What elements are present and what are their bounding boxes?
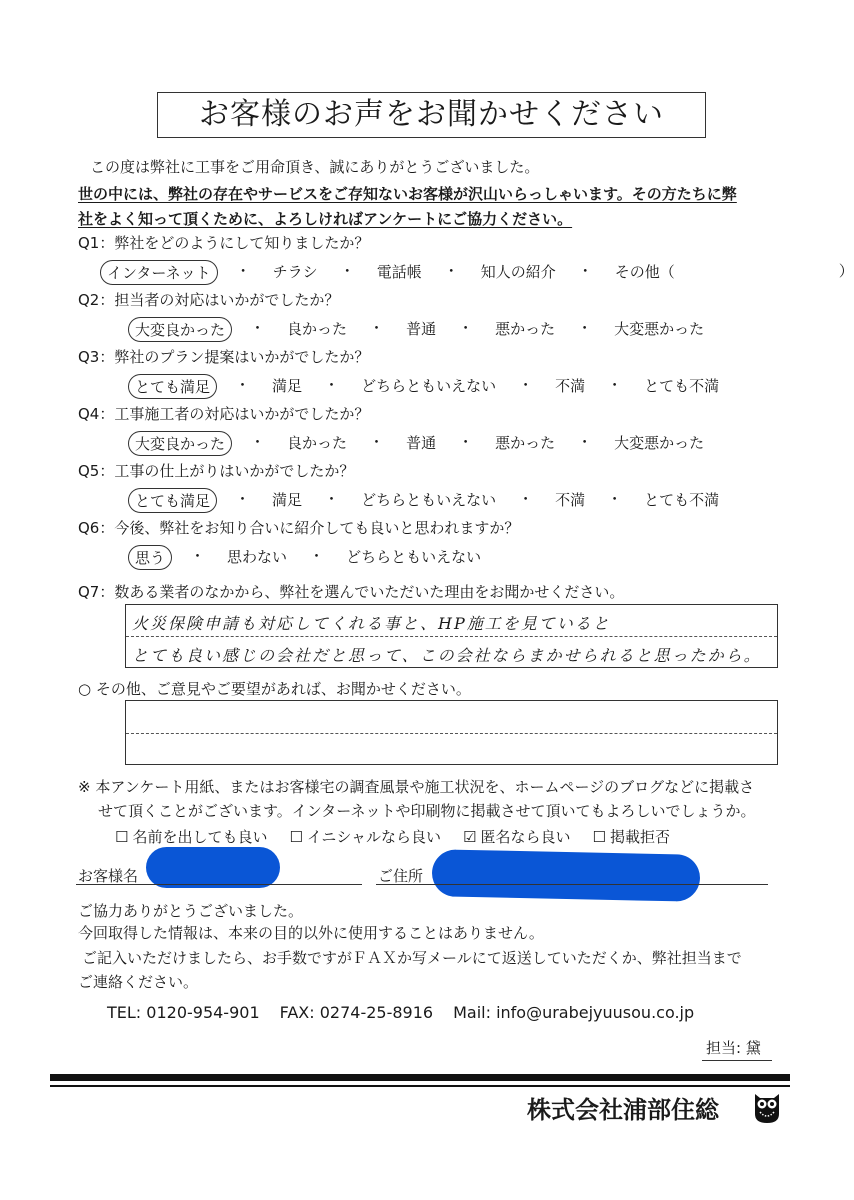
q5-option[interactable]: とても不満 <box>644 491 720 509</box>
contact-tel: TEL: 0120-954-901 <box>107 1003 260 1022</box>
intro-line-1: この度は弊社に工事をご用命頂き、誠にありがとうございました。 <box>90 158 540 176</box>
option-separator: ・ <box>190 547 206 565</box>
q4-options <box>128 431 708 456</box>
q2-option[interactable]: 悪かった <box>495 320 556 338</box>
q4-option[interactable]: 大変悪かった <box>614 434 705 452</box>
contact-mail: Mail: info@urabejyuusou.co.jp <box>453 1003 695 1022</box>
q1-option[interactable]: 知人の紹介 <box>480 263 556 281</box>
option-separator: ・ <box>250 319 266 337</box>
q5-option-selected[interactable]: とても満足 <box>128 488 217 513</box>
customer-name-label: お客様名 <box>78 867 139 885</box>
q3-option[interactable]: 不満 <box>555 377 586 395</box>
option-separator: ・ <box>443 262 459 280</box>
consent-option[interactable] <box>289 826 441 847</box>
q5-label: Q5：工事の仕上がりはいかがでしたか？ <box>78 462 355 480</box>
q4-option[interactable]: 良かった <box>287 434 348 452</box>
q7-answer-box[interactable] <box>125 604 778 668</box>
option-separator: ・ <box>309 547 325 565</box>
q2-options <box>128 317 708 342</box>
consent-label: イニシャルなら良い <box>306 828 442 846</box>
closing-line-4: ご連絡ください。 <box>78 973 199 991</box>
footer-rule-thick <box>50 1074 790 1081</box>
option-separator: ・ <box>518 376 534 394</box>
consent-label: 掲載拒否 <box>609 828 670 846</box>
q1-option[interactable]: その他（ <box>614 263 675 281</box>
q4-label: Q4：工事施工者の対応はいかがでしたか？ <box>78 405 370 423</box>
footer-rule-thin <box>50 1085 790 1087</box>
q1-option[interactable]: 電話帳 <box>376 263 422 281</box>
redaction-address <box>432 849 701 902</box>
q6-label: Q6：今後、弊社をお知り合いに紹介しても良いと思われますか？ <box>78 519 520 537</box>
staff-name: 担当: 黛 <box>706 1039 761 1057</box>
address-label: ご住所 <box>378 867 424 885</box>
q3-option[interactable]: 満足 <box>272 377 303 395</box>
q6-option-selected[interactable]: 思う <box>128 545 172 570</box>
checkbox-icon[interactable]: ☐ <box>592 828 606 846</box>
owl-logo-icon <box>752 1090 782 1124</box>
q7-answer-line-2: とても良い感じの会社だと思って、この会社ならまかせられると思ったから。 <box>132 646 762 665</box>
q1-options <box>100 260 854 285</box>
intro-line-2: 世の中には、弊社の存在やサービスをご存知ないお客様が沢山いらっしゃいます。その方たちに弊 <box>78 185 737 203</box>
q5-option[interactable]: 不満 <box>555 491 586 509</box>
q3-options <box>128 374 723 399</box>
q5-option[interactable]: どちらともいえない <box>361 491 497 509</box>
q6-option[interactable]: 思わない <box>227 548 288 566</box>
q2-option[interactable]: 普通 <box>406 320 437 338</box>
q4-option[interactable]: 悪かった <box>495 434 556 452</box>
option-separator: ・ <box>324 376 340 394</box>
option-separator: ・ <box>235 490 251 508</box>
option-separator: ・ <box>339 262 355 280</box>
q4-option-selected[interactable]: 大変良かった <box>128 431 232 456</box>
q2-option[interactable]: 良かった <box>287 320 348 338</box>
q2-option[interactable]: 大変悪かった <box>614 320 705 338</box>
consent-option[interactable] <box>463 826 570 847</box>
notice-line-2: せて頂くことがございます。インターネットや印刷物に掲載させて頂いてもよろしいでしょうか。 <box>98 802 756 820</box>
consent-option[interactable] <box>115 826 267 847</box>
company-name: 株式会社浦部住総 <box>527 1096 719 1124</box>
contact-info <box>107 1003 694 1022</box>
q6-option[interactable]: どちらともいえない <box>346 548 482 566</box>
option-separator: ・ <box>607 376 623 394</box>
q3-option[interactable]: とても不満 <box>644 377 720 395</box>
other-answer-box[interactable] <box>125 700 778 765</box>
q5-option[interactable]: 満足 <box>272 491 303 509</box>
q3-option[interactable]: どちらともいえない <box>361 377 497 395</box>
option-separator: ・ <box>369 319 385 337</box>
option-separator: ・ <box>577 262 593 280</box>
consent-option[interactable] <box>593 826 670 847</box>
option-separator: ・ <box>607 490 623 508</box>
other-label: ○ その他、ご意見やご要望があれば、お聞かせください。 <box>78 680 471 698</box>
option-separator: ・ <box>577 319 593 337</box>
option-separator: ・ <box>577 433 593 451</box>
option-separator: ・ <box>518 490 534 508</box>
q5-options <box>128 488 723 513</box>
closing-line-2: 今回取得した情報は、本来の目的以外に使用することはありません。 <box>78 924 544 942</box>
checkbox-icon[interactable]: ☐ <box>289 828 303 846</box>
q1-other-close: ） <box>838 262 854 280</box>
q1-label: Q1：弊社をどのようにして知りましたか？ <box>78 234 370 252</box>
consent-label: 匿名なら良い <box>480 828 571 846</box>
page-title: お客様のお声をお聞かせください <box>157 92 706 138</box>
closing-line-3: ご記入いただけましたら、お手数ですがＦＡＸか写メールにて返送していただくか、弊社担当まで <box>82 949 742 967</box>
option-separator: ・ <box>458 319 474 337</box>
q6-options <box>128 545 485 570</box>
intro-line-3: 社をよく知って頂くために、よろしければアンケートにご協力ください。 <box>78 210 573 228</box>
closing-line-1: ご協力ありがとうございました。 <box>78 902 304 920</box>
q1-option-selected[interactable]: インターネット <box>100 260 218 285</box>
contact-fax: FAX: 0274-25-8916 <box>279 1003 434 1022</box>
consent-label: 名前を出しても良い <box>132 828 268 846</box>
option-separator: ・ <box>369 433 385 451</box>
redaction-name <box>146 847 280 888</box>
q1-option[interactable]: チラシ <box>272 263 318 281</box>
notice-line-1: ※ 本アンケート用紙、またはお客様宅の調査風景や施工状況を、ホームページのブログなどに掲載さ <box>78 778 755 796</box>
option-separator: ・ <box>235 262 251 280</box>
q7-label: Q7：数ある業者のなかから、弊社を選んでいただいた理由をお聞かせください。 <box>78 583 625 601</box>
option-separator: ・ <box>324 490 340 508</box>
q4-option[interactable]: 普通 <box>406 434 437 452</box>
checkbox-icon[interactable]: ☐ <box>115 828 129 846</box>
q7-answer-line-1: 火災保険申請も対応してくれる事と、HP施工を見ていると <box>132 614 611 633</box>
option-separator: ・ <box>235 376 251 394</box>
checkbox-checked-icon[interactable]: ☑ <box>463 828 477 846</box>
q3-option-selected[interactable]: とても満足 <box>128 374 217 399</box>
q2-label: Q2：担当者の対応はいかがでしたか？ <box>78 291 340 309</box>
option-separator: ・ <box>458 433 474 451</box>
option-separator: ・ <box>250 433 266 451</box>
q2-option-selected[interactable]: 大変良かった <box>128 317 232 342</box>
q3-label: Q3：弊社のプラン提案はいかがでしたか？ <box>78 348 370 366</box>
